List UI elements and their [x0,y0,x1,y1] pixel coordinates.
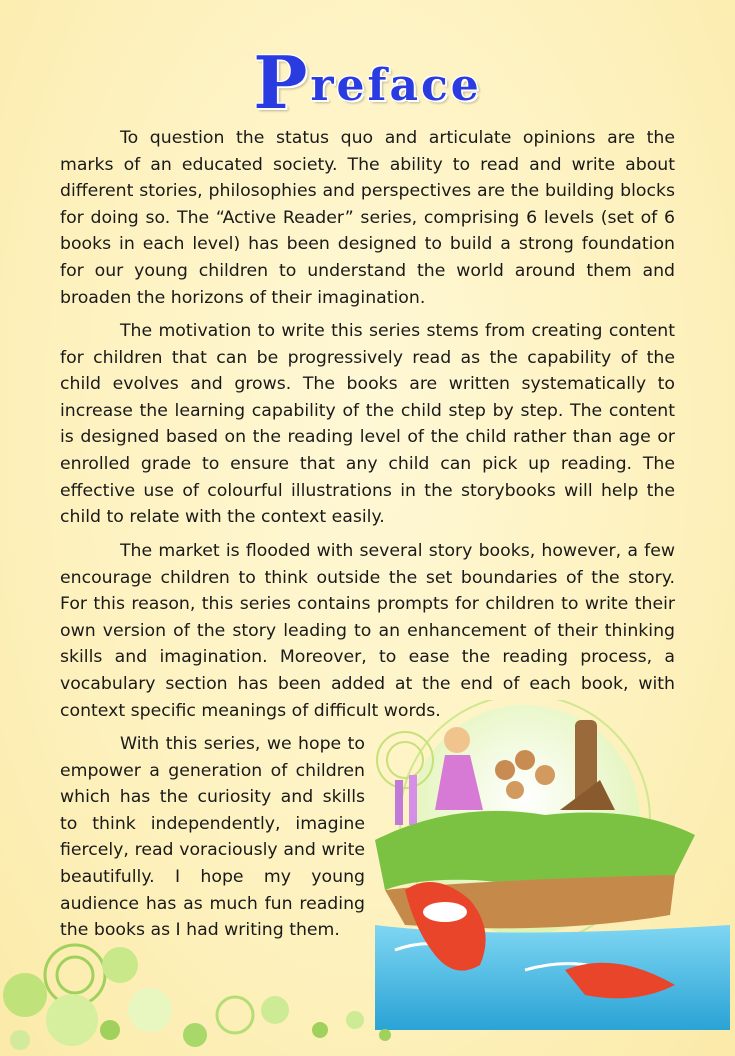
page-title [0,40,735,125]
paragraph-3 [60,538,675,724]
decorative-circles [0,940,460,1056]
paragraph-1 [60,125,675,311]
paragraph-4-text: With this series, we hope to empower a generation of children which has the curiosity and skills to think independently, imagine fiercely, read voraciously and write beautifully. I hope my young audience has as much fun reading the books as I had writing them. [60,734,365,941]
girl-head [444,727,470,753]
paragraph-2 [60,318,675,531]
paragraph-2-text: The motivation to write this series stems from creating content for children that can be progressively read as the capability of the child evolves and grows. The books are written systematically to increase the learning capability of the child step by step. The content is designed based on the reading level of the child rather than age or enrolled grade to ensure that any child can pick up reading. The effective use of colourful illustrations in the storybooks will help the child to relate with the context easily. [60,321,675,528]
title-rest: reface [310,60,482,111]
paragraph-4 [60,731,365,944]
paragraph-1-text: To question the status quo and articulate opinions are the marks of an educated society. The ability to read and write about different stories, philosophies and perspectives are the building blocks for doing so. The “Active Reader” series, comprising 6 levels (set of 6 books in each level) has been designed to build a strong foundation for our young children to understand the world around them and broaden the horizons of their imagination. [60,128,675,308]
title-initial: P [253,40,311,125]
paragraph-3-text: The market is flooded with several story books, however, a few encourage children to think outside the set boundaries of the story. For this reason, this series contains prompts for children to write their own version of the story leading to an enhancement of their thinking skills and imagination. Moreover, to ease the reading process, a vocabulary section has been added at the end of each book, with context specific meanings of difficult words. [60,541,675,721]
